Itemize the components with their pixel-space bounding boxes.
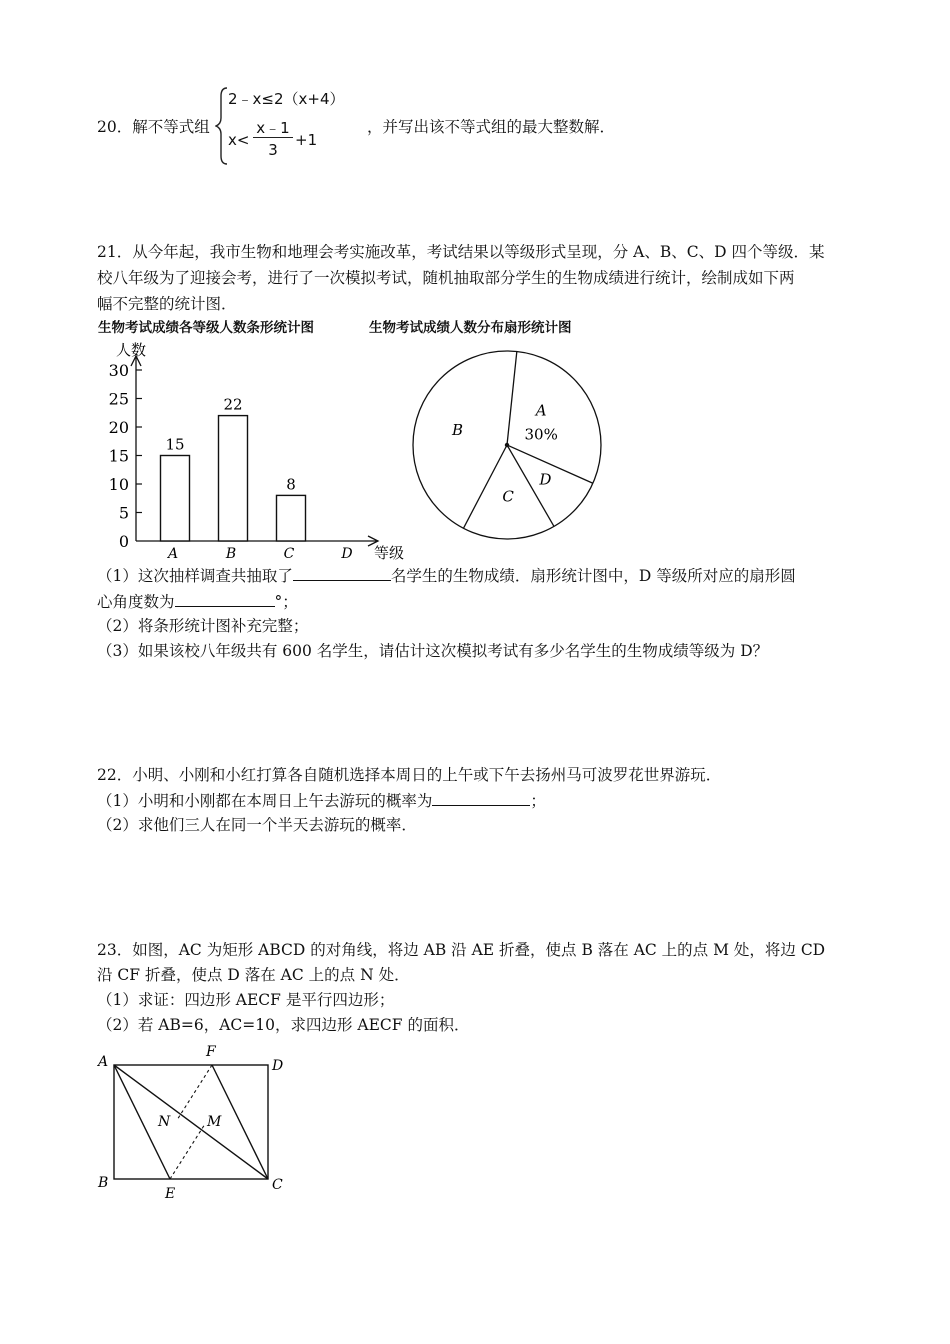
q20-number-lead [97,115,210,140]
q21-sub1-c: 心角度数为 [97,593,175,611]
label-a: A [98,1054,109,1070]
y-tick-label-25: 25 [108,389,129,409]
q22-answer-blank[interactable] [432,788,530,806]
q21-sub1-line1 [97,563,796,589]
label-b: B [98,1175,109,1191]
x-category-label-D: D [341,546,353,562]
q21-sub1-line2 [97,589,298,615]
bar-B [219,416,248,541]
diagonal-ac [114,1065,268,1179]
segment-em-dashed [170,1124,205,1179]
y-tick-label-10: 10 [108,475,129,494]
q21-sub1-a: （1）这次抽样调查共抽取了 [97,567,293,585]
q20-number: 20． [97,118,133,136]
q20-ineq2-left: x< [228,131,250,149]
label-c: C [272,1177,283,1193]
pie-slice-label-A: A [535,401,547,420]
y-tick-label-5: 5 [118,503,129,523]
bar-value-label-C: 8 [286,475,296,494]
pie-slice-label-C: C [502,487,514,506]
q22-sub1-b: ； [530,792,546,810]
pie-slice-label-D: D [539,470,552,489]
q21-answer-blank-angle[interactable] [175,589,275,607]
q23-sub2: （2）若 AB=6，AC=10，求四边形 AECF 的面积． [97,1016,470,1034]
segment-fn-dashed [177,1065,212,1120]
q21-sub2: （2）将条形统计图补充完整； [97,617,309,635]
q20-lead: 解不等式组 [132,118,210,136]
pie-chart-center-dot [505,443,509,447]
q22-sub1-a: （1）小明和小刚都在本周日上午去游玩的概率为 [97,792,433,810]
q21-sub1-d: °； [274,593,298,611]
q23-line1: 23．如图，AC 为矩形 ABCD 的对角线，将边 AB 沿 AE 折叠，使点 B 落在 AC 上的点 M 处，将边 CD [97,941,826,959]
q23-sub1: （1）求证：四边形 AECF 是平行四边形； [97,991,395,1009]
q21-line1: 21．从今年起，我市生物和地理会考实施改革，考试结果以等级形式呈现，分 A、B、C、D 四个等级．某 [97,243,825,261]
pie-chart [405,332,615,547]
q21-line3: 幅不完整的统计图． [97,295,237,313]
label-f: F [206,1044,216,1060]
q21-answer-blank-count[interactable] [293,563,391,581]
q21-line2: 校八年级为了迎接会考，进行了一次模拟考试，随机抽取部分学生的生物成绩进行统计，绘制成如下两 [97,269,795,287]
q20-ineq2-denominator: 3 [268,141,278,159]
bar-C [277,495,306,541]
q22-line1: 22．小明、小刚和小红打算各自随机选择本周日的上午或下午去扬州马可波罗花世界游玩． [97,766,722,784]
bar-chart-y-label: 人数 [116,341,147,359]
q20-ineq2-numerator: x﹣1 [253,119,293,138]
q20-ineq2-right: +1 [295,131,318,149]
bar-value-label-A: 15 [165,435,185,454]
y-tick-label-30: 30 [108,361,129,380]
y-tick-label-15: 15 [108,446,129,466]
q22-sub2: （2）求他们三人在同一个半天去游玩的概率． [97,816,417,834]
pie-boundary-A [507,352,517,445]
q21-sub1-b: 名学生的生物成绩．扇形统计图中，D 等级所对应的扇形圆 [390,567,796,585]
bar-chart-title: 生物考试成绩各等级人数条形统计图 [98,320,314,336]
x-category-label-A: A [167,546,179,562]
q20-inequality-system [215,86,365,166]
pie-boundary-B [463,445,507,528]
x-category-label-C: C [283,546,295,562]
bar-chart [90,332,420,564]
label-m: M [207,1114,222,1130]
y-tick-label-20: 20 [108,418,129,437]
bar-chart-x-label: 等级 [374,544,405,562]
bar-A [161,456,190,542]
label-e: E [165,1186,176,1202]
q20-ineq1: 2﹣x≤2（x+4） [228,90,345,108]
bar-value-label-B: 22 [223,395,243,414]
q23-geometry-figure [90,1038,300,1208]
pie-slice-percent-A: 30% [524,425,558,444]
pie-slice-label-B: B [451,421,464,440]
q21-sub3: （3）如果该校八年级共有 600 名学生，请估计这次模拟考试有多少名学生的生物成绩等级为 D？ [97,642,769,660]
q22-sub1 [97,788,546,814]
q20-brace [215,86,229,166]
label-n: N [158,1114,171,1130]
pie-chart-title: 生物考试成绩人数分布扇形统计图 [369,320,572,336]
q20-tail: ，并写出该不等式组的最大整数解． [367,118,616,136]
label-d: D [272,1058,284,1074]
q23-line2: 沿 CF 折叠，使点 D 落在 AC 上的点 N 处． [97,966,410,984]
y-tick-label-0: 0 [118,532,129,551]
x-category-label-B: B [225,546,237,562]
